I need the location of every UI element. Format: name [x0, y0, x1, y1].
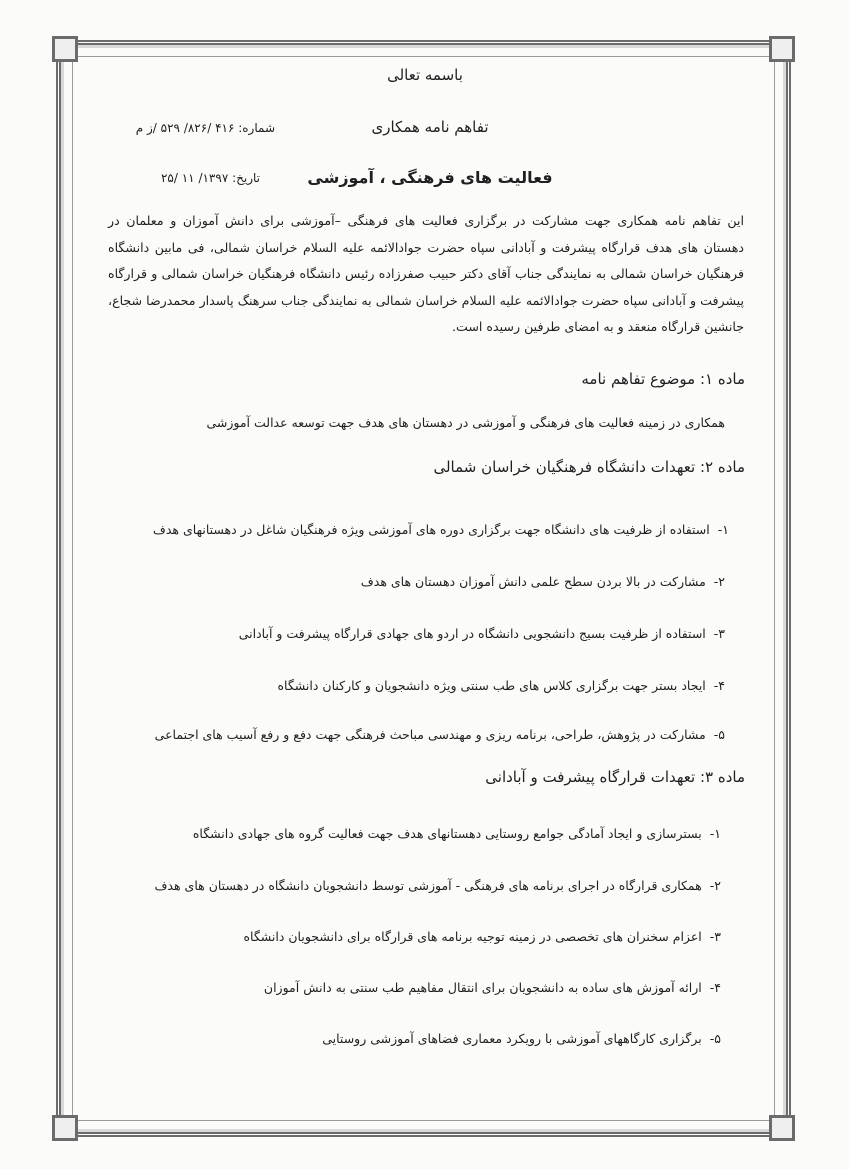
border-corner-ornament — [52, 1115, 78, 1141]
list-item — [322, 1031, 721, 1046]
item-text: بسترسازی و ایجاد آمادگی جوامع روستایی دهستانهای هدف جهت فعالیت گروه های جهادی دانشگاه — [192, 826, 702, 841]
list-item — [155, 727, 725, 742]
item-number: ۲- — [709, 878, 721, 893]
border-corner-ornament — [52, 36, 78, 62]
item-number: ۳- — [713, 626, 725, 641]
item-text: استفاده از ظرفیت های دانشگاه جهت برگزاری دوره های آموزشی ویژه فرهنگیان شاغل در دهستانهای هدف — [152, 522, 710, 537]
document-subtitle: فعالیت های فرهنگی ، آموزشی — [307, 168, 553, 187]
list-item — [361, 574, 725, 589]
letter-date: تاریخ: ۱۳۹۷/ ۱۱ /۲۵ — [160, 171, 260, 185]
item-number: ۲- — [713, 574, 725, 589]
item-text: مشارکت در بالا بردن سطح علمی دانش آموزان دهستان های هدف — [360, 574, 706, 589]
border-corner-ornament — [769, 1115, 795, 1141]
list-item — [239, 626, 725, 641]
item-text: همکاری قرارگاه در اجرای برنامه های فرهنگی - آموزشی توسط دانشجویان دانشگاه در دهستان های هدف — [154, 878, 702, 893]
article-1-title: ماده ۱: موضوع تفاهم نامه — [581, 370, 745, 388]
item-number: ۳- — [709, 929, 721, 944]
list-item — [243, 929, 721, 944]
item-text: اعزام سخنران های تخصصی در زمینه توجیه برنامه های قرارگاه برای دانشجویان دانشگاه — [243, 929, 702, 944]
item-text: ایجاد بستر جهت برگزاری کلاس های طب سنتی ویژه دانشجویان و کارکنان دانشگاه — [277, 678, 706, 693]
list-item — [153, 522, 729, 537]
item-number: ۱- — [717, 522, 729, 537]
item-number: ۵- — [713, 727, 725, 742]
item-number: ۱- — [709, 826, 721, 841]
item-number: ۴- — [709, 980, 721, 995]
list-item — [193, 826, 721, 841]
list-item — [154, 878, 721, 893]
document-title: تفاهم نامه همکاری — [371, 118, 489, 136]
item-number: ۵- — [709, 1031, 721, 1046]
item-text: مشارکت در پژوهش، طراحی، برنامه ریزی و مهندسی مباحث فرهنگی جهت دفع و رفع آسیب های اجتماعی — [154, 727, 706, 742]
border-corner-ornament — [769, 36, 795, 62]
list-item — [278, 678, 726, 693]
item-text: استفاده از ظرفیت بسیج دانشجویی دانشگاه در اردو های جهادی قرارگاه پیشرفت و آبادانی — [238, 626, 706, 641]
item-number: ۴- — [713, 678, 725, 693]
letter-number: شماره: ۴۱۶ /۸۲۶/ ۵۲۹ /ز م — [135, 121, 275, 135]
intro-paragraph: این تفاهم نامه همکاری جهت مشارکت در برگزاری فعالیت های فرهنگی –آموزشی برای دانش آموزان و معلمان در دهستان های هدف قرارگاه پیشرفت و آبادانی سپاه حضرت جوادالائمه علیه السلام خراسان شمالی، فی مابین دانشگاه فرهنگیان خراسان شمالی به نمایندگی جناب آقای دکتر حبیب صفرزاده رئیس دانشگاه فرهنگیان خراسان شمالی و قرارگاه پیشرفت و آبادانی سپاه حضرت جوادالائمه علیه السلام خراسان شمالی به نمایندگی جناب سرهنگ پاسدار محمدرضا شجاع، جانشین قرارگاه منعقد و به امضای طرفین رسیده است. — [108, 213, 744, 334]
item-text: ارائه آموزش های ساده به دانشجویان برای انتقال مفاهیم طب سنتی به دانش آموزان — [263, 980, 702, 995]
item-text: برگزاری کارگاههای آموزشی با رویکرد معماری فضاهای آموزشی روستایی — [322, 1031, 702, 1046]
article-2-title: ماده ۲: تعهدات دانشگاه فرهنگیان خراسان شمالی — [433, 458, 745, 476]
article-3-title: ماده ۳: تعهدات قرارگاه پیشرفت و آبادانی — [485, 768, 745, 786]
top-heading: باسمه تعالی — [387, 66, 463, 84]
article-1-body: همکاری در زمینه فعالیت های فرهنگی و آموزشی در دهستان های هدف جهت توسعه عدالت آموزشی — [206, 415, 725, 430]
list-item — [264, 980, 721, 995]
